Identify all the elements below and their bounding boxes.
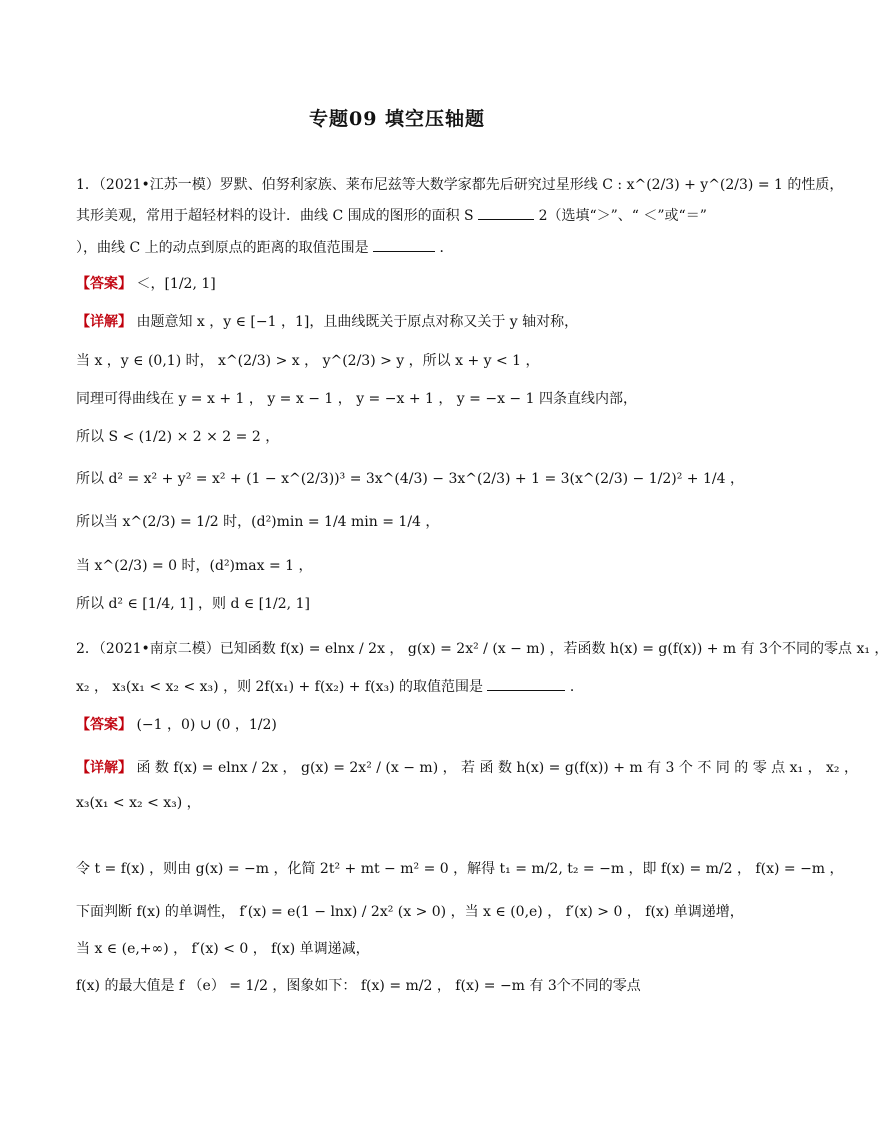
q2-stem-line-1: 2．（2021•南京二模）已知函数 f(x) = elnx / 2x ， g(x) = 2x² / (x − m) ，若函数 h(x) = g(f(x)) + m 有 3个不同的零点 x₁ ， bbox=[76, 641, 888, 657]
q1-stem-line-2 bbox=[76, 207, 707, 225]
q1-answer bbox=[76, 275, 216, 293]
q1-blank-1 bbox=[478, 207, 534, 220]
q2-stem-line-2 bbox=[76, 678, 584, 696]
q2-detail-3: 令 t = f(x) ，则由 g(x) = −m ，化简 2t² + mt − m² = 0 ，解得 t₁ = m/2, t₂ = −m ，即 f(x) = m/2 ， f(x) = −m ， bbox=[76, 861, 844, 877]
q1-stem-line-2a: 其形美观，常用于超轻材料的设计．曲线 C 围成的图形的面积 S bbox=[76, 208, 474, 224]
q2-blank-1 bbox=[487, 678, 565, 691]
q1-blank-2 bbox=[373, 239, 435, 252]
q2-stem-line-2b: ． bbox=[569, 679, 584, 695]
q1-answer-value: ＜，[1/2, 1] bbox=[136, 276, 216, 292]
q1-detail-1 bbox=[76, 313, 578, 331]
q2-detail-2: x₃(x₁ < x₂ < x₃) ， bbox=[76, 795, 201, 811]
q2-detail-1 bbox=[76, 759, 858, 777]
q2-answer bbox=[76, 716, 277, 734]
q2-answer-value: (−1 ，0) ∪ (0 ，1/2) bbox=[136, 717, 277, 733]
q1-answer-tag: 【答案】 bbox=[76, 276, 132, 292]
q1-detail-6: 所以当 x^(2/3) = 1/2 时，(d²)min = 1/4 min = 1/4 ， bbox=[76, 514, 440, 530]
q1-detail-3: 同理可得曲线在 y = x + 1 ， y = x − 1 ， y = −x + 1 ， y = −x − 1 四条直线内部， bbox=[76, 391, 637, 407]
q1-stem-line-1: 1．（2021•江苏一模）罗默、伯努利家族、莱布尼兹等大数学家都先后研究过星形线 C : x^(2/3) + y^(2/3) = 1 的性质， bbox=[76, 177, 844, 193]
q1-stem-line-2b: 2（选填“＞”、“ ＜”或“＝” bbox=[538, 208, 707, 224]
q1-detail-8: 所以 d² ∈ [1/4, 1] ，则 d ∈ [1/2, 1] bbox=[76, 596, 310, 612]
q2-detail-5: 当 x ∈ (e,+∞) ， f′(x) < 0 ， f(x) 单调递减， bbox=[76, 941, 370, 957]
q2-answer-tag: 【答案】 bbox=[76, 717, 132, 733]
q2-detail-1-text: 函 数 f(x) = elnx / 2x ， g(x) = 2x² / (x − m) ， 若 函 数 h(x) = g(f(x)) + m 有 3 个 不 同 的 零 点 x₁ ， x₂ ， bbox=[136, 760, 858, 776]
q1-detail-2: 当 x ，y ∈ (0,1) 时， x^(2/3) > x ， y^(2/3) > y ，所以 x + y < 1 ， bbox=[76, 353, 540, 369]
q2-stem-line-2a: x₂ ， x₃(x₁ < x₂ < x₃) ，则 2f(x₁) + f(x₂) + f(x₃) 的取值范围是 bbox=[76, 679, 483, 695]
q2-detail-4: 下面判断 f(x) 的单调性， f′(x) = e(1 − lnx) / 2x² (x > 0) ，当 x ∈ (0,e) ， f′(x) > 0 ， f(x) 单调递增， bbox=[76, 904, 744, 920]
q1-detail-5: 所以 d² = x² + y² = x² + (1 − x^(2/3))³ = 3x^(4/3) − 3x^(2/3) + 1 = 3(x^(2/3) − 1/2)² + 1/4 ， bbox=[76, 471, 744, 487]
q1-detail-1-text: 由题意知 x ，y ∈ [−1 ，1]，且曲线既关于原点对称又关于 y 轴对称， bbox=[136, 314, 579, 330]
q2-detail-tag: 【详解】 bbox=[76, 760, 132, 776]
q1-stem-line-3b: ． bbox=[439, 240, 454, 256]
q1-detail-7: 当 x^(2/3) = 0 时，(d²)max = 1 ， bbox=[76, 558, 313, 574]
q1-stem-line-3 bbox=[76, 239, 454, 257]
q1-detail-4: 所以 S < (1/2) × 2 × 2 = 2 ， bbox=[76, 429, 280, 445]
q1-detail-tag: 【详解】 bbox=[76, 314, 132, 330]
q1-stem-line-3a: ），曲线 C 上的动点到原点的距离的取值范围是 bbox=[76, 240, 369, 256]
q2-detail-6: f(x) 的最大值是 f （e） = 1/2 ，图象如下： f(x) = m/2 ， f(x) = −m 有 3个不同的零点 bbox=[76, 978, 641, 994]
page-title: 专题09 填空压轴题 bbox=[308, 108, 486, 130]
